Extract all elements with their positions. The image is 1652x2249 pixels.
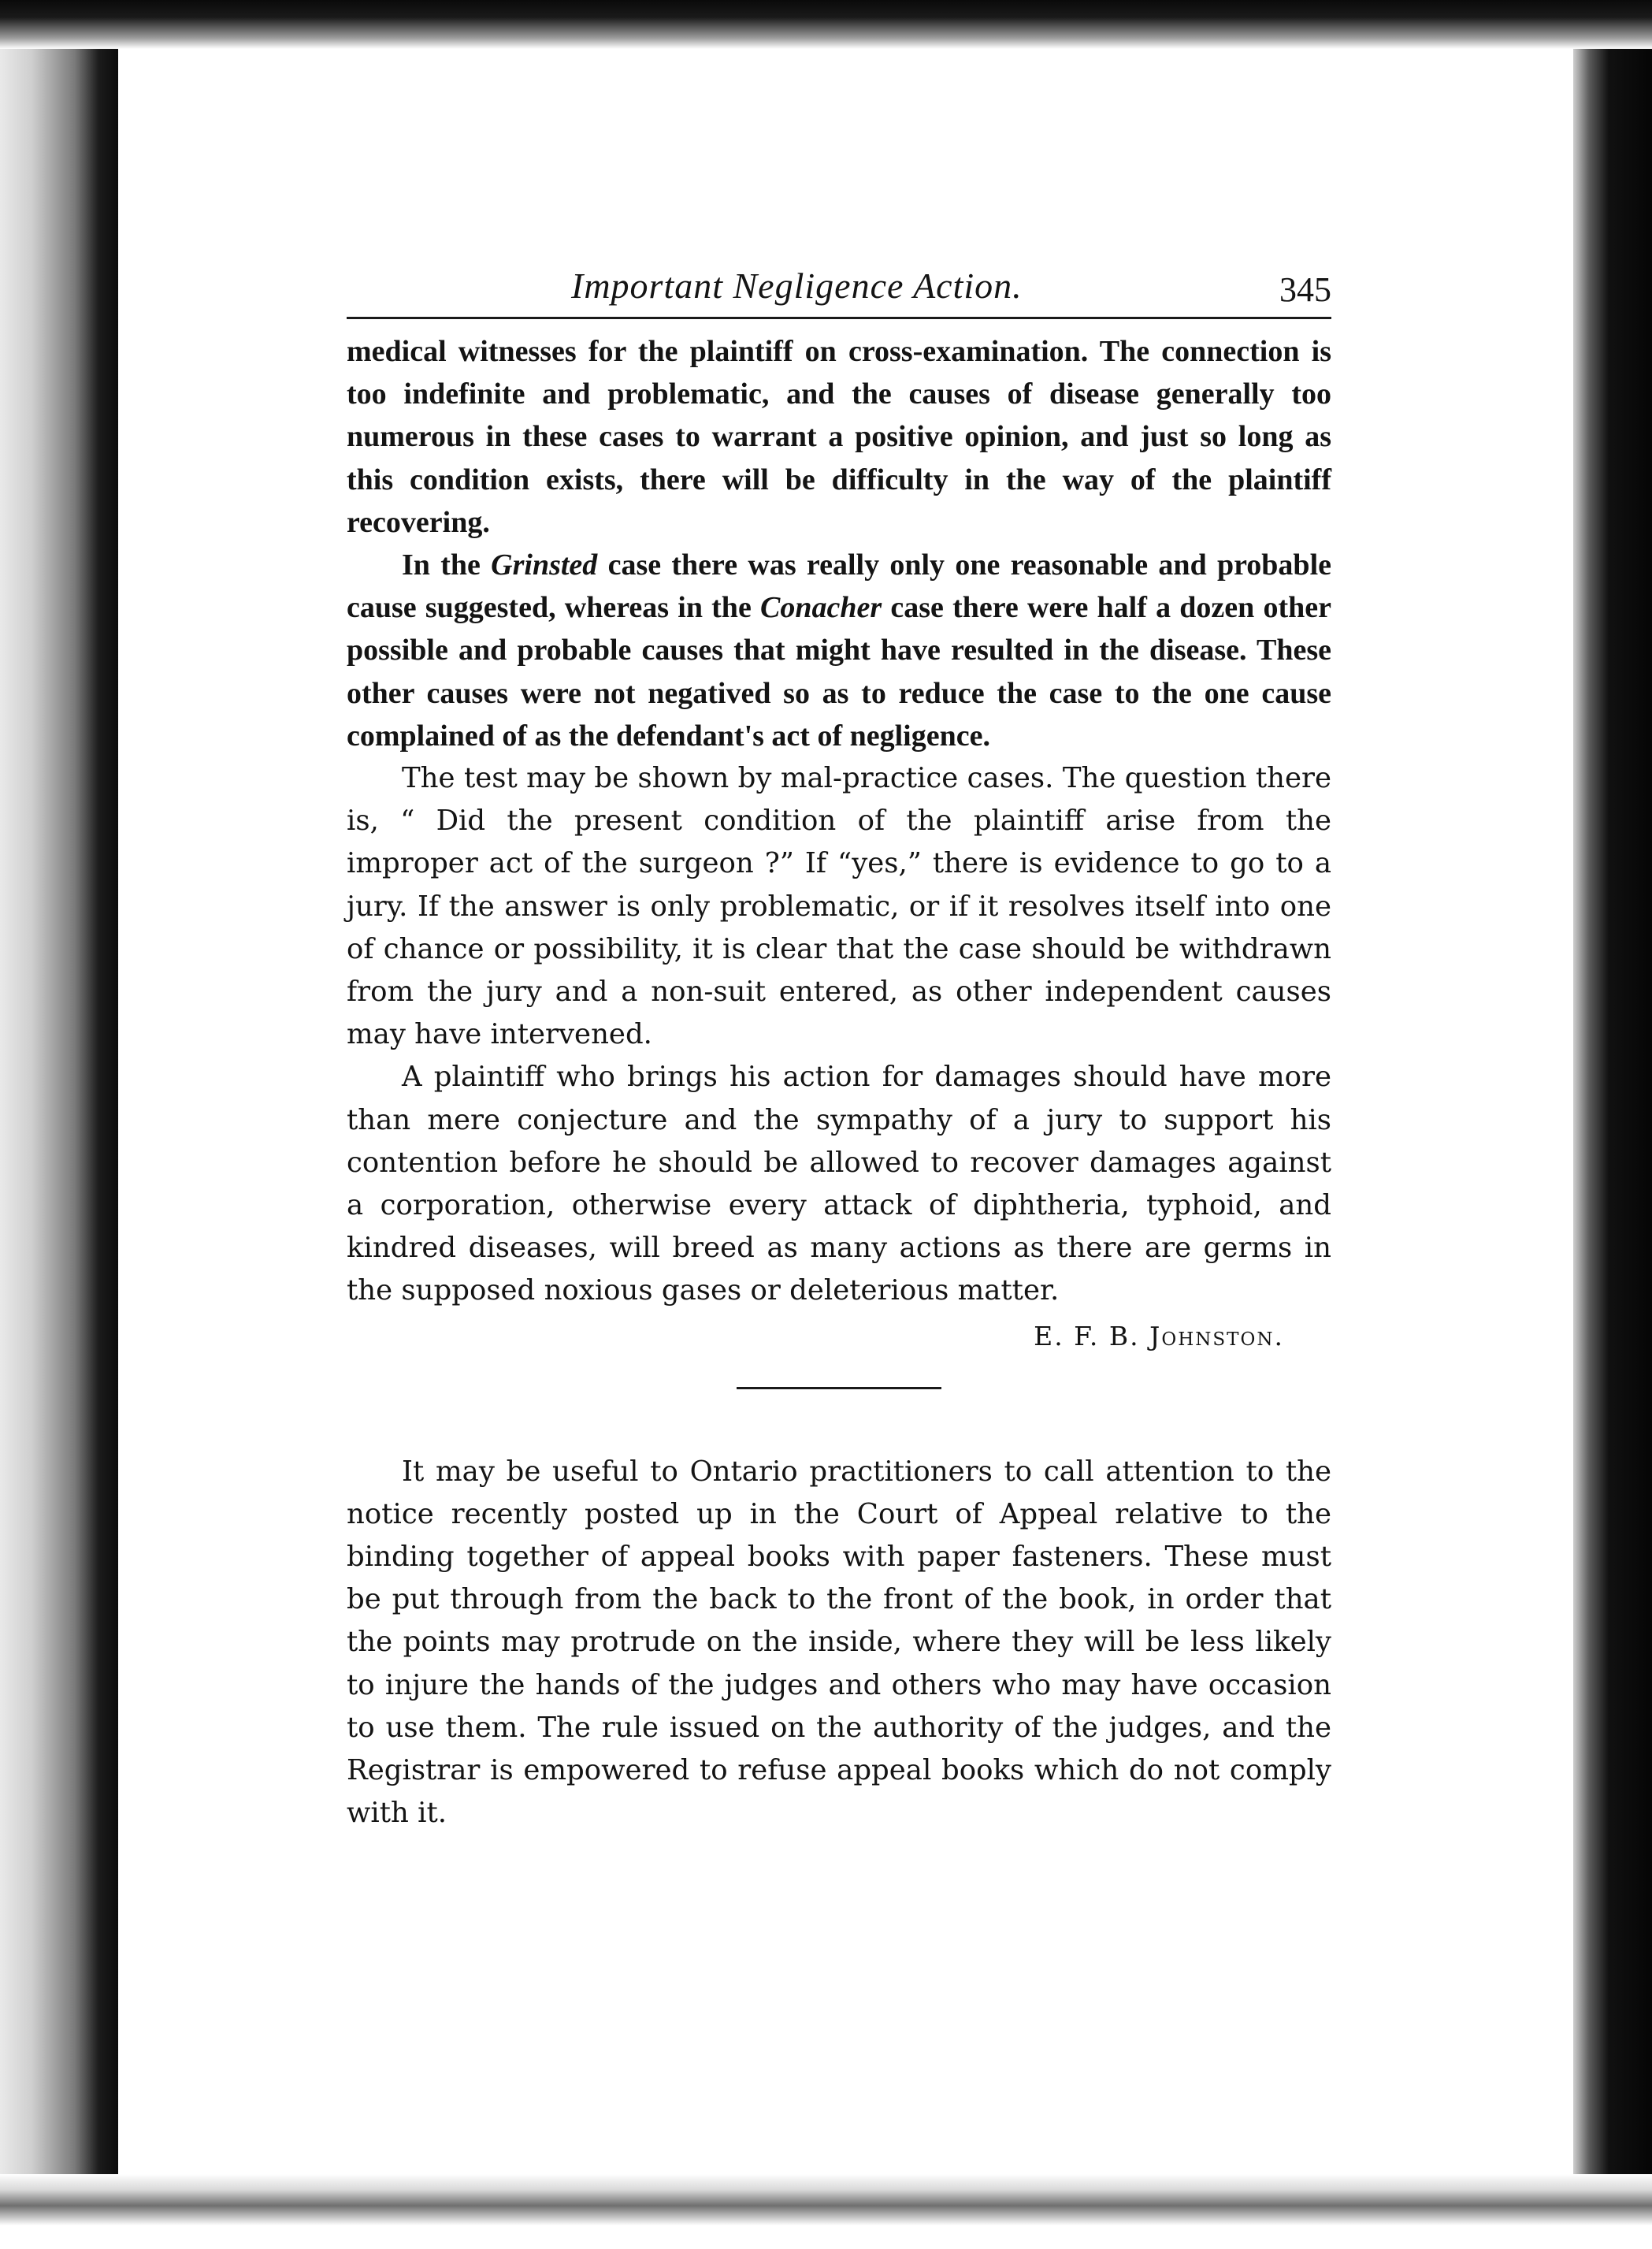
paragraph-2-text-c: case there were half a dozen other possible and probable causes that might have resulted in the disease. These other causes were not negatived so as to reduce the case to the one cause complained of as the defendant's act of negligence. [347, 591, 1331, 753]
scan-border-top [0, 0, 1652, 49]
case-name-conacher: Conacher [760, 591, 882, 625]
article-paragraph-3: The test may be shown by mal-practice cases. The question there is, “ Did the present condition of the plaintiff arise from the improper act of the surgeon ?” If “yes,” there is evidence to go to a jury. If the answer is only problematic, or if it resolves itself into one of chance or possibility, it is clear that the case should be withdrawn from the jury and a non-suit entered, as other independent causes may have intervened. [347, 762, 1331, 1051]
page-number: 345 [1279, 270, 1331, 309]
signature-initials: E. F. B. [1034, 1320, 1140, 1351]
running-head [347, 260, 1331, 310]
scan-border-left [0, 0, 118, 2249]
section-divider [737, 1387, 941, 1389]
paragraph-2-text-a: In the [402, 548, 492, 582]
signature-surname: Johnston. [1149, 1320, 1284, 1351]
paragraph-2-text-b: case there was really only one reasonable and probable cause suggested, whereas in the [347, 548, 1331, 625]
running-head-title: Important Negligence Action. [571, 266, 1023, 306]
case-name-grinsted: Grinsted [491, 548, 598, 582]
article-paragraph-2 [347, 544, 1331, 757]
author-signature [347, 1313, 1331, 1360]
article-paragraph-4: A plaintiff who brings his action for damages should have more than mere conjecture and the sympathy of a jury to support his contention before he should be allowed to recover damages against a corporation, otherwise every attack of diphtheria, typhoid, and kindred diseases, will breed as many actions as there are germs in the supposed noxious gases or deleterious matter. [347, 1061, 1331, 1307]
page-content [347, 260, 1331, 1835]
scan-border-bottom [0, 2174, 1652, 2249]
scan-border-right [1573, 0, 1652, 2249]
article-paragraph-1: medical witnesses for the plaintiff on cross-examination. The connection is too indefinite and problematic, and the causes of disease generally too numerous in these cases to warrant a positive opinion, and just so long as this condition exists, there will be difficulty in the way of the plaintiff recovering. [347, 335, 1331, 539]
header-rule [347, 317, 1331, 319]
note-paragraph: It may be useful to Ontario practitioners to call attention to the notice recently posted up in the Court of Appeal relative to the binding together of appeal books with paper fasteners. These must be put through from the back to the front of the book, in order that the points may protrude on the inside, where they will be less likely to injure the hands of the judges and others who may have occasion to use them. The rule issued on the authority of the judges, and the Registrar is empowered to refuse appeal books which do not comply with it. [347, 1455, 1331, 1830]
